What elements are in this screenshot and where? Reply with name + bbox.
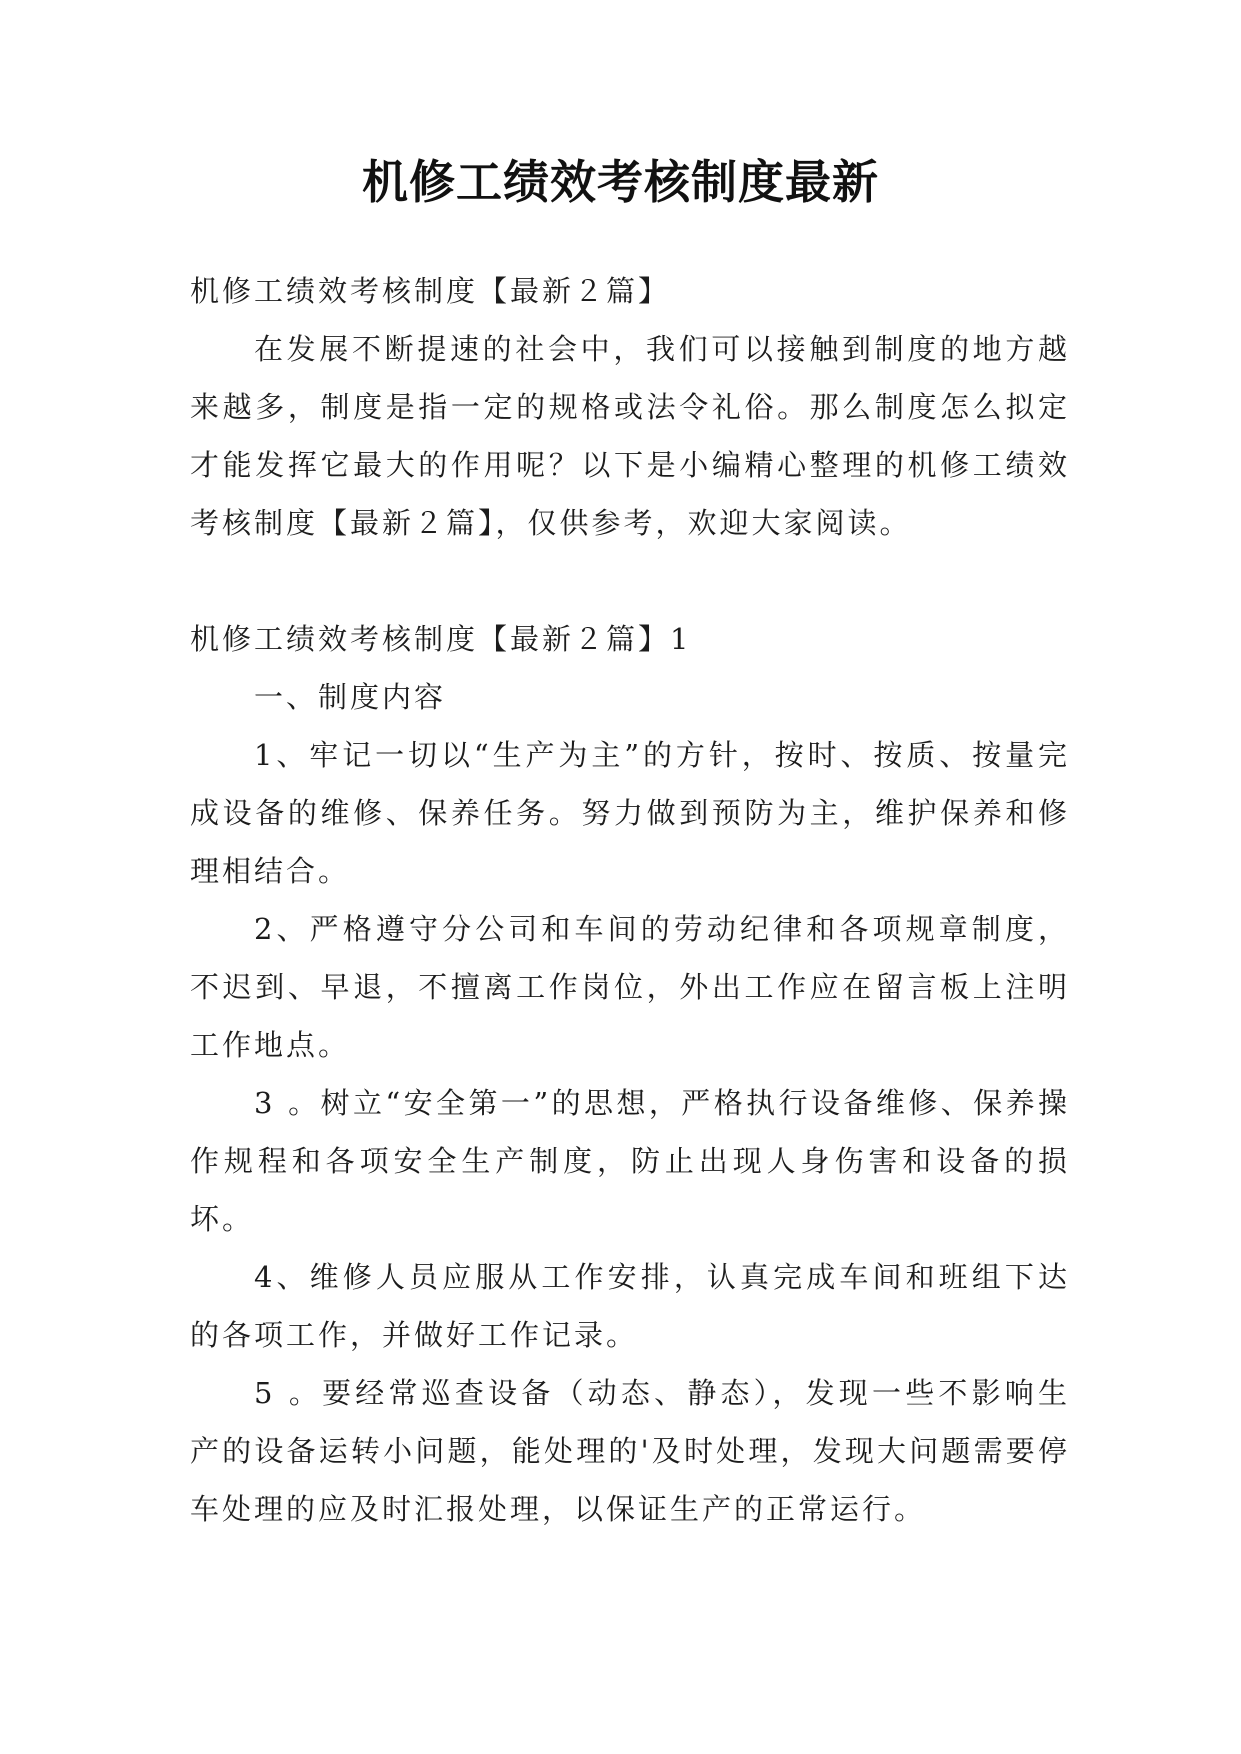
paragraph-gap <box>190 552 1070 610</box>
list-item: 4、维修人员应服从工作安排，认真完成车间和班组下达的各项工作，并做好工作记录。 <box>190 1260 1070 1352</box>
intro-heading: 机修工绩效考核制度【最新２篇】 <box>190 274 671 308</box>
document-title: 机修工绩效考核制度最新 <box>362 155 879 209</box>
document-body <box>190 262 1070 1538</box>
list-item: 1、牢记一切以“生产为主”的方针，按时、按质、按量完成设备的维修、保养任务。努力做到预防为主，维护保养和修理相结合。 <box>190 738 1070 888</box>
list-item: 3 。树立“安全第一”的思想，严格执行设备维修、保养操作规程和各项安全生产制度，防止出现人身伤害和设备的损坏。 <box>190 1086 1070 1236</box>
subheading: 一、制度内容 <box>254 680 447 714</box>
section-heading: 机修工绩效考核制度【最新２篇】1 <box>190 622 692 656</box>
list-item: 5 。要经常巡查设备（动态、静态），发现一些不影响生产的设备运转小问题，能处理的'及时处理，发现大问题需要停车处理的应及时汇报处理，以保证生产的正常运行。 <box>190 1376 1070 1526</box>
list-item: 2、严格遵守分公司和车间的劳动纪律和各项规章制度，不迟到、早退，不擅离工作岗位，外出工作应在留言板上注明工作地点。 <box>190 912 1070 1062</box>
intro-paragraph: 在发展不断提速的社会中，我们可以接触到制度的地方越来越多，制度是指一定的规格或法令礼俗。那么制度怎么拟定才能发挥它最大的作用呢？以下是小编精心整理的机修工绩效考核制度【最新２篇】，仅供参考，欢迎大家阅读。 <box>190 332 1070 540</box>
